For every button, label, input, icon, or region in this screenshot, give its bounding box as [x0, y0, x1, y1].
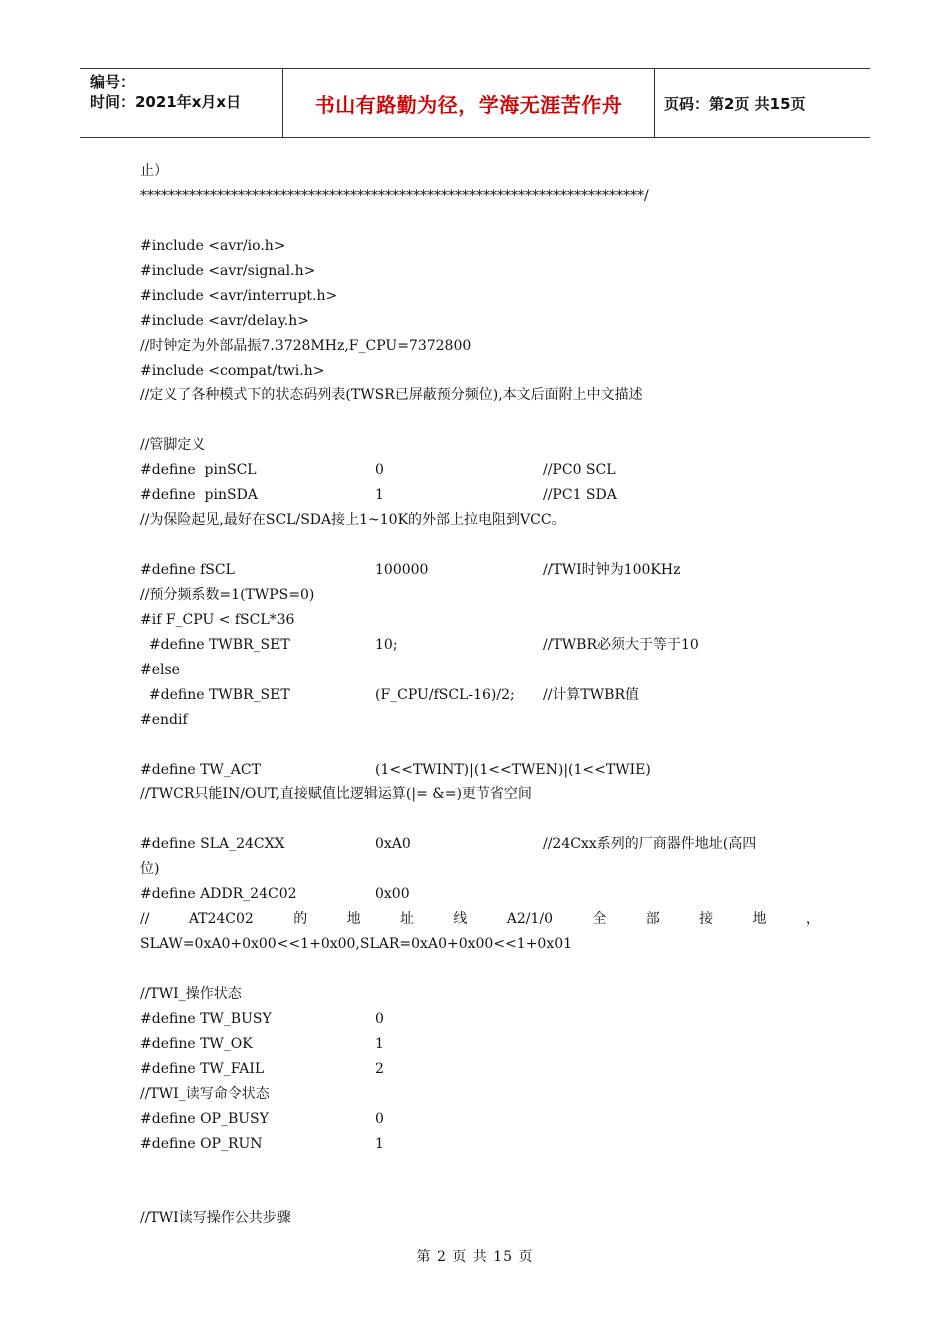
code-line — [140, 234, 820, 259]
code-text: #define TW_ACT — [140, 761, 261, 778]
code-line — [140, 583, 820, 608]
code-line — [140, 1082, 820, 1107]
code-text: //为保险起见,最好在SCL/SDA接上1~10K的外部上拉电阻到VCC。 — [140, 512, 566, 529]
code-line — [140, 782, 820, 807]
code-text: //TWI_读写命令状态 — [140, 1085, 270, 1102]
code-text: //TWI_操作状态 — [140, 985, 242, 1002]
code-word: 地 — [346, 911, 361, 928]
code-comment: //TWI时钟为100KHz — [543, 562, 681, 578]
header-meta — [90, 72, 280, 112]
code-text: #define TW_FAIL — [140, 1060, 265, 1077]
code-value: 1 — [375, 1135, 384, 1152]
code-word: AT24C02 — [188, 911, 254, 928]
code-value: 0 — [375, 1110, 384, 1127]
code-line — [140, 508, 820, 533]
code-text: #if F_CPU < fSCL*36 — [140, 611, 295, 628]
code-line — [140, 932, 820, 957]
code-listing — [140, 159, 820, 1231]
code-comment: //PC0 SCL — [543, 462, 616, 479]
code-line — [140, 982, 820, 1007]
header-divider — [654, 69, 655, 137]
code-value: 0xA0 — [375, 836, 411, 853]
code-text: #include <avr/io.h> — [140, 237, 286, 254]
code-text: #include <avr/delay.h> — [140, 312, 309, 329]
header-page-info: 页码：第2页 共15页 — [664, 94, 806, 113]
code-text: //TWCR只能IN/OUT,直接赋值比逻辑运算(|= &=)更节省空间 — [140, 786, 532, 803]
code-text: //管脚定义 — [140, 437, 206, 454]
code-text: #define fSCL — [140, 562, 235, 578]
code-line — [140, 807, 820, 832]
code-word: // — [140, 911, 150, 928]
code-line — [140, 359, 820, 384]
code-value: 100000 — [375, 562, 429, 578]
code-line — [140, 184, 820, 209]
code-text: #define SLA_24CXX — [140, 836, 285, 853]
code-text: #include <compat/twi.h> — [140, 362, 325, 379]
code-text: SLAW=0xA0+0x00<<1+0x00,SLAR=0xA0+0x00<<1+0x01 — [140, 936, 573, 953]
code-text: #define pinSDA — [140, 487, 258, 504]
code-value: 0x00 — [375, 886, 410, 903]
code-line — [140, 1157, 820, 1182]
time-label: 时间：2021年x月x日 — [90, 93, 242, 111]
code-line — [140, 558, 820, 583]
code-line — [140, 683, 820, 708]
code-line — [140, 1181, 820, 1206]
code-text: #define pinSCL — [140, 462, 257, 479]
code-line — [140, 159, 820, 184]
code-line — [140, 209, 820, 234]
code-text: 止） — [140, 163, 168, 179]
code-line — [140, 334, 820, 359]
code-value: 2 — [375, 1060, 384, 1077]
code-line — [140, 533, 820, 558]
code-line — [140, 458, 820, 483]
code-value: 10; — [375, 636, 398, 653]
code-text: //时钟定为外部晶振7.3728MHz,F_CPU=7372800 — [140, 337, 472, 354]
code-line — [140, 1107, 820, 1132]
code-text: 位) — [140, 861, 160, 878]
code-text: #else — [140, 661, 180, 678]
code-word: 址 — [399, 911, 414, 928]
header-motto: 书山有路勤为径，学海无涯苦作舟 — [314, 92, 623, 117]
code-word: ， — [805, 911, 820, 928]
code-comment: //TWBR必须大于等于10 — [543, 636, 699, 653]
code-line — [140, 408, 820, 433]
code-word: 线 — [453, 911, 468, 928]
code-value: 1 — [375, 1035, 384, 1052]
code-comment: //24Cxx系列的厂商器件地址(高四 — [543, 836, 757, 853]
code-line — [140, 1057, 820, 1082]
code-word: A2/1/0 — [506, 911, 553, 928]
code-text: //TWI读写操作公共步骤 — [140, 1210, 291, 1227]
code-line — [140, 658, 820, 683]
code-comment: //计算TWBR值 — [543, 686, 639, 703]
code-line — [140, 483, 820, 508]
code-text: ************************************************************************/ — [140, 187, 649, 204]
code-line — [140, 758, 820, 783]
code-line — [140, 907, 820, 932]
page-footer: 第 2 页 共 15 页 — [416, 1249, 534, 1265]
code-text: //预分频系数=1(TWPS=0) — [140, 586, 315, 603]
code-line — [140, 957, 820, 982]
code-line — [140, 708, 820, 733]
code-line — [140, 383, 820, 408]
code-line — [140, 309, 820, 334]
code-line — [140, 433, 820, 458]
code-line — [140, 857, 820, 882]
code-text: #define TW_BUSY — [140, 1010, 272, 1027]
code-line — [140, 1007, 820, 1032]
code-word: 的 — [293, 911, 308, 928]
code-word: 全 — [592, 911, 607, 928]
code-text: #define TWBR_SET — [140, 636, 290, 653]
code-value: 0 — [375, 462, 384, 479]
code-text: #endif — [140, 711, 188, 728]
code-line — [140, 608, 820, 633]
code-line — [140, 284, 820, 309]
code-value: 0 — [375, 1010, 384, 1027]
code-line — [140, 882, 820, 907]
code-comment: //PC1 SDA — [543, 487, 617, 504]
code-text: //定义了各种模式下的状态码列表(TWSR已屏蔽预分频位),本文后面附上中文描述 — [140, 387, 643, 404]
code-line — [140, 1206, 820, 1231]
code-line — [140, 1132, 820, 1157]
number-label: 编号： — [90, 73, 136, 91]
page-header — [80, 68, 870, 138]
code-text: #define TW_OK — [140, 1035, 253, 1052]
code-line — [140, 733, 820, 758]
code-line — [140, 633, 820, 658]
code-line — [140, 1032, 820, 1057]
code-value: (1<<TWINT)|(1<<TWEN)|(1<<TWIE) — [375, 761, 651, 778]
code-value: (F_CPU/fSCL-16)/2; — [375, 686, 515, 703]
code-text: #define ADDR_24C02 — [140, 886, 297, 903]
code-text: #include <avr/interrupt.h> — [140, 287, 338, 304]
code-line — [140, 832, 820, 857]
code-word: 接 — [699, 911, 714, 928]
code-text: #define TWBR_SET — [140, 686, 290, 703]
code-text: #define OP_RUN — [140, 1135, 263, 1152]
code-value: 1 — [375, 487, 384, 504]
code-word: 地 — [752, 911, 767, 928]
code-word: 部 — [645, 911, 660, 928]
code-text: #include <avr/signal.h> — [140, 262, 316, 279]
code-line — [140, 259, 820, 284]
code-text: #define OP_BUSY — [140, 1110, 269, 1127]
